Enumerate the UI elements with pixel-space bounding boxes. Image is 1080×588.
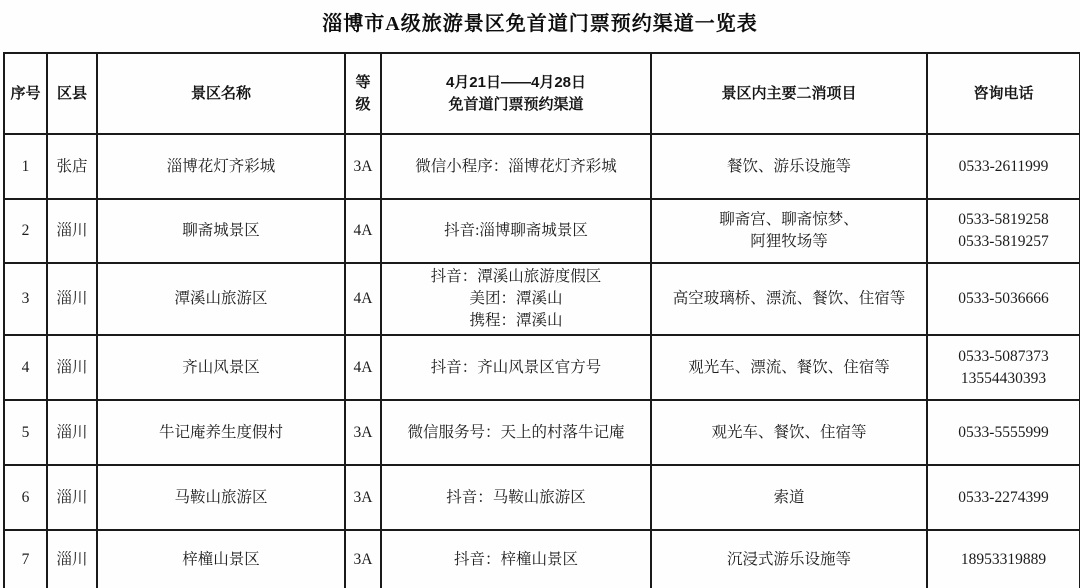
cell-phone (927, 263, 1080, 335)
header-cell-phone: 咨询电话 (927, 53, 1080, 134)
cell-name (97, 263, 345, 335)
attractions-table (3, 52, 1080, 588)
cell-grade-line: 4A (353, 290, 373, 307)
header-channel-line1: 4月21日——4月28日 (445, 74, 587, 92)
cell-secondary (651, 530, 927, 588)
cell-grade (345, 134, 381, 199)
cell-index-line: 4 (21, 358, 30, 376)
cell-phone (927, 465, 1080, 530)
cell-channel (381, 134, 651, 199)
table-header-row (4, 53, 1080, 134)
cell-district-line: 淄川 (56, 222, 88, 239)
cell-secondary (651, 465, 927, 530)
cell-district-line: 淄川 (56, 358, 88, 376)
cell-channel (381, 335, 651, 400)
cell-name-line: 潭溪山旅游区 (174, 290, 268, 307)
cell-channel-line: 微信小程序：淄博花灯齐彩城 (415, 157, 617, 175)
cell-district (47, 465, 97, 530)
cell-district-line: 淄川 (56, 550, 88, 568)
cell-phone-line: 13554430393 (960, 369, 1047, 387)
cell-district (47, 134, 97, 199)
cell-index (4, 335, 47, 400)
cell-channel-line: 携程：潭溪山 (469, 312, 563, 329)
table-row (4, 530, 1080, 588)
table-row (4, 134, 1080, 199)
header-cell-secondary: 景区内主要二消项目 (651, 53, 927, 134)
cell-phone-line: 0533-2274399 (958, 488, 1049, 506)
cell-channel (381, 530, 651, 588)
cell-phone (927, 199, 1080, 263)
header-cell-index: 序号 (4, 53, 47, 134)
cell-district (47, 263, 97, 335)
cell-index-line: 1 (21, 157, 30, 175)
cell-phone-line: 0533-5555999 (958, 423, 1049, 441)
cell-index (4, 530, 47, 588)
cell-secondary-line: 聊斋宫、聊斋惊梦、 (719, 211, 859, 228)
cell-phone-line: 18953319889 (960, 550, 1047, 568)
cell-phone-line: 0533-5036666 (958, 290, 1049, 307)
cell-index-line: 7 (21, 550, 30, 568)
table-row (4, 465, 1080, 530)
cell-index (4, 263, 47, 335)
cell-grade (345, 465, 381, 530)
cell-phone (927, 335, 1080, 400)
cell-channel (381, 400, 651, 465)
cell-channel-line: 美团：潭溪山 (469, 290, 563, 307)
cell-phone (927, 400, 1080, 465)
cell-channel (381, 199, 651, 263)
cell-index-line: 5 (21, 423, 30, 441)
cell-district (47, 400, 97, 465)
cell-name-line: 梓橦山景区 (182, 550, 260, 568)
cell-channel-line: 抖音:淄博聊斋城景区 (444, 222, 588, 239)
cell-grade-line: 4A (353, 358, 373, 376)
table-row (4, 199, 1080, 263)
cell-grade-line: 3A (353, 488, 373, 506)
cell-channel-line: 抖音：马鞍山旅游区 (446, 488, 586, 506)
cell-phone-line: 0533-5819258 (958, 211, 1049, 228)
cell-district (47, 335, 97, 400)
page-title: 淄博市A级旅游景区免首道门票预约渠道一览表 (322, 13, 758, 35)
cell-secondary-line: 观光车、餐饮、住宿等 (711, 423, 867, 441)
cell-phone (927, 134, 1080, 199)
cell-grade-line: 3A (353, 157, 373, 175)
cell-index-line: 6 (21, 488, 30, 506)
cell-index (4, 400, 47, 465)
cell-channel-line: 抖音：梓橦山景区 (453, 550, 578, 568)
cell-secondary (651, 199, 927, 263)
cell-grade-line: 3A (353, 423, 373, 441)
cell-secondary-line: 阿狸牧场等 (750, 233, 828, 250)
cell-secondary (651, 335, 927, 400)
cell-index-line: 3 (21, 290, 30, 307)
cell-grade (345, 199, 381, 263)
cell-name (97, 465, 345, 530)
cell-district (47, 530, 97, 588)
table-body (4, 134, 1080, 588)
cell-grade-line: 3A (353, 550, 373, 568)
cell-grade (345, 335, 381, 400)
cell-name-line: 聊斋城景区 (182, 222, 260, 239)
cell-grade (345, 530, 381, 588)
cell-district-line: 淄川 (56, 290, 88, 307)
cell-phone (927, 530, 1080, 588)
cell-index-line: 2 (21, 222, 30, 239)
cell-secondary-line: 高空玻璃桥、漂流、餐饮、住宿等 (672, 290, 906, 307)
cell-name (97, 400, 345, 465)
cell-grade (345, 263, 381, 335)
header-channel-line2: 免首道门票预约渠道 (448, 95, 584, 113)
cell-name-line: 牛记庵养生度假村 (158, 423, 283, 441)
cell-name-line: 齐山风景区 (182, 358, 260, 376)
cell-name (97, 134, 345, 199)
table-row (4, 263, 1080, 335)
cell-name (97, 530, 345, 588)
cell-grade (345, 400, 381, 465)
cell-secondary (651, 134, 927, 199)
cell-secondary-line: 餐饮、游乐设施等 (726, 157, 851, 175)
cell-channel (381, 263, 651, 335)
cell-secondary-line: 索道 (773, 488, 805, 506)
cell-secondary (651, 400, 927, 465)
cell-district-line: 张店 (56, 157, 88, 175)
cell-index (4, 134, 47, 199)
cell-phone-line: 0533-5087373 (958, 347, 1049, 365)
cell-name (97, 199, 345, 263)
cell-index (4, 199, 47, 263)
table-row (4, 400, 1080, 465)
cell-district-line: 淄川 (56, 488, 88, 506)
cell-secondary-line: 沉浸式游乐设施等 (726, 550, 851, 568)
cell-phone-line: 0533-5819257 (958, 233, 1049, 250)
header-cell-grade: 等级 (345, 53, 381, 134)
cell-secondary (651, 263, 927, 335)
cell-index (4, 465, 47, 530)
cell-secondary-line: 观光车、漂流、餐饮、住宿等 (688, 358, 890, 376)
table-row (4, 335, 1080, 400)
header-cell-name: 景区名称 (97, 53, 345, 134)
cell-district (47, 199, 97, 263)
cell-district-line: 淄川 (56, 423, 88, 441)
cell-grade-line: 4A (353, 222, 373, 239)
cell-name (97, 335, 345, 400)
cell-name-line: 淄博花灯齐彩城 (166, 157, 276, 175)
cell-channel-line: 抖音：潭溪山旅游度假区 (430, 268, 602, 285)
cell-channel-line: 微信服务号：天上的村落牛记庵 (407, 423, 625, 441)
header-cell-district: 区县 (47, 53, 97, 134)
cell-channel (381, 465, 651, 530)
header-cell-channel (381, 53, 651, 134)
cell-phone-line: 0533-2611999 (958, 157, 1049, 175)
cell-name-line: 马鞍山旅游区 (174, 488, 268, 506)
cell-channel-line: 抖音：齐山风景区官方号 (430, 358, 602, 376)
